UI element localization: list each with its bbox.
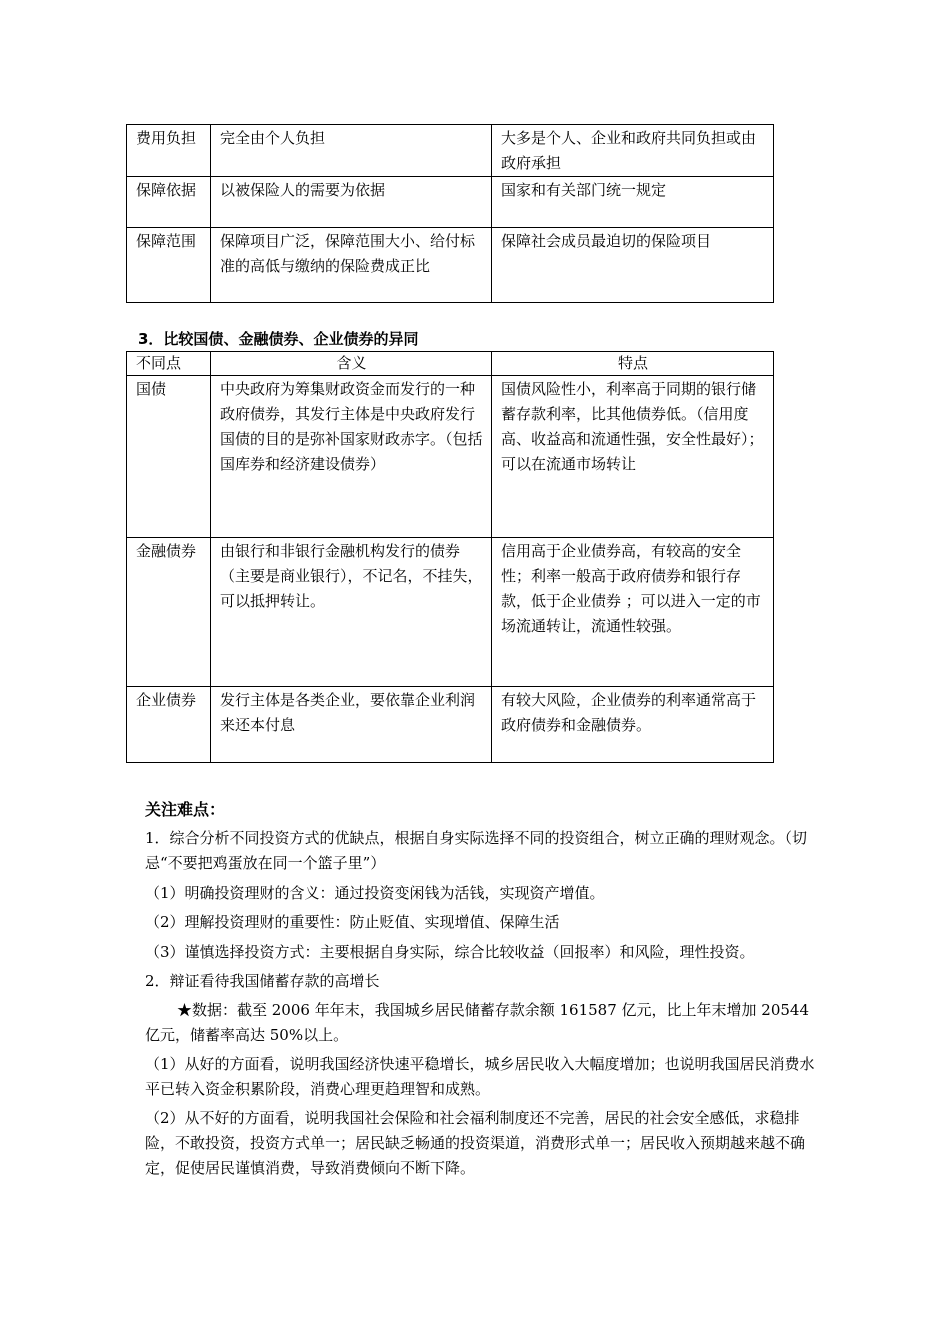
table-cell: 费用负担 — [127, 125, 211, 177]
table-cell: 有较大风险，企业债券的利率通常高于政府债券和金融债券。 — [492, 687, 774, 763]
table-cell: 国债 — [127, 376, 211, 538]
table-cell: 保障项目广泛，保障范围大小、给付标准的高低与缴纳的保险费成正比 — [211, 228, 492, 303]
table-row — [127, 228, 774, 303]
table-cell: 国债风险性小，利率高于同期的银行储蓄存款利率，比其他债券低。（信用度高、收益高和流通性强，安全性最好）；可以在流通市场转让 — [492, 376, 774, 538]
focus-heading: 关注难点： — [145, 800, 226, 819]
table-row — [127, 177, 774, 228]
table-row — [127, 687, 774, 763]
table-cell: 国家和有关部门统一规定 — [492, 177, 774, 228]
table-cell: 完全由个人负担 — [211, 125, 492, 177]
paragraph: （3）谨慎选择投资方式：主要根据自身实际，综合比较收益（回报率）和风险，理性投资。 — [145, 943, 755, 961]
table-header-cell: 不同点 — [127, 352, 211, 376]
paragraph: （1）明确投资理财的含义：通过投资变闲钱为活钱，实现资产增值。 — [145, 884, 605, 902]
table-cell: 保障依据 — [127, 177, 211, 228]
table-cell: 中央政府为筹集财政资金而发行的一种政府债券，其发行主体是中央政府发行国债的目的是弥补国家财政赤字。（包括国库券和经济建设债券） — [211, 376, 492, 538]
table-cell: 大多是个人、企业和政府共同负担或由政府承担 — [492, 125, 774, 177]
table-cell: 发行主体是各类企业，要依靠企业利润来还本付息 — [211, 687, 492, 763]
table-cell: 企业债券 — [127, 687, 211, 763]
table-cell: 由银行和非银行金融机构发行的债券（主要是商业银行），不记名，不挂失，可以抵押转让。 — [211, 538, 492, 687]
insurance-comparison-table — [126, 124, 774, 303]
paragraph: （1）从好的方面看，说明我国经济快速平稳增长，城乡居民收入大幅度增加；也说明我国居民消费水平已转入资金积累阶段，消费心理更趋理智和成熟。 — [145, 1055, 815, 1098]
table-row — [127, 125, 774, 177]
bond-comparison-table — [126, 351, 774, 763]
table-header-cell: 特点 — [492, 352, 774, 376]
paragraph: （2）从不好的方面看，说明我国社会保险和社会福利制度还不完善，居民的社会安全感低，求稳排险，不敢投资，投资方式单一；居民缺乏畅通的投资渠道，消费形式单一；居民收入预期越来越不确定，促使居民谨慎消费，导致消费倾向不断下降。 — [145, 1109, 806, 1177]
table-cell: 保障社会成员最迫切的保险项目 — [492, 228, 774, 303]
paragraph: 1．综合分析不同投资方式的优缺点，根据自身实际选择不同的投资组合，树立正确的理财观念。（切忌“不要把鸡蛋放在同一个篮子里”） — [145, 829, 808, 872]
table-row — [127, 376, 774, 538]
table-header-cell: 含义 — [211, 352, 492, 376]
section-heading: 3．比较国债、金融债券、企业债券的异同 — [138, 330, 419, 348]
table-cell: 金融债券 — [127, 538, 211, 687]
table-row — [127, 538, 774, 687]
paragraph: 2．辩证看待我国储蓄存款的高增长 — [145, 972, 380, 990]
table-cell: 信用高于企业债券高，有较高的安全性；利率一般高于政府债券和银行存款，低于企业债券 ；可以进入一定的市场流通转让，流通性较强。 — [492, 538, 774, 687]
paragraph: ★数据：截至 2006 年年末，我国城乡居民储蓄存款余额 161587 亿元，比上年末增加 20544 亿元，储蓄率高达 50%以上。 — [145, 1001, 809, 1044]
paragraph: （2）理解投资理财的重要性：防止贬值、实现增值、保障生活 — [145, 913, 560, 931]
table-header-row — [127, 352, 774, 376]
table-cell: 以被保险人的需要为依据 — [211, 177, 492, 228]
table-cell: 保障范围 — [127, 228, 211, 303]
